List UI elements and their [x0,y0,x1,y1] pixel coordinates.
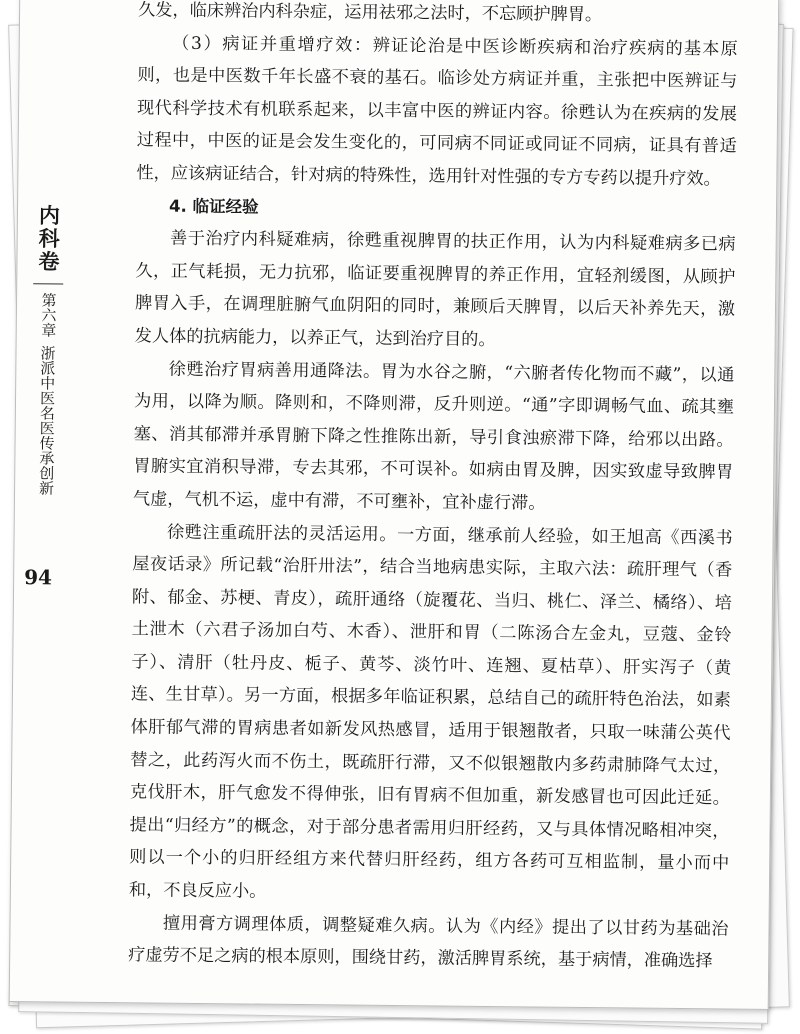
volume-title: 内科卷 [35,204,62,274]
page-body [128,0,738,978]
paragraph-4: 擅用膏方调理体质，调整疑难久病。认为《内经》提出了以甘药为基础治疗虚劳不足之病的根本原则，围绕甘药，激活脾胃系统，基于病情，准确选择 [128,913,729,972]
item-3-text: 辨证论治是中医诊断疾病和治疗疾病的基本原则，也是中医数千年长盛不衰的基石。临诊处方病证并重，主张把中医辨证与现代科学技术有机联系起来，以丰富中医的辨证内容。徐甦认为在疾病的发展过程中，中医的证是会发生变化的，可同病不同证或同证不同病，证具有普适性，应该病证结合，针对病的特殊性，选用针对性强的专方专药以提升疗效。 [136,35,738,190]
paragraph-3: 徐甦注重疏肝法的灵活运用。一方面，继承前人经验，如王旭高《西溪书屋夜话录》所记载“治肝卅法”，结合当地病患实际，主取六法：疏肝理气（香附、郁金、苏梗、青皮），疏肝通络（旋覆花、当归、桃仁、泽兰、橘络）、培土泄木（六君子汤加白芍、木香）、泄肝和胃（二陈汤合左金丸，豆蔻、金铃子）、清肝（牡丹皮、栀子、黄芩、淡竹叶、连翘、夏枯草）、肝实泻子（黄连、生甘草）。另一方面，根据多年临证积累，总结自己的疏肝特色治法，如素体肝郁气滞的胃病患者如新发风热感冒，适用于银翘散者，只取一味蒲公英代替之，此药泻火而不伤土，既疏肝行滞，又不似银翘散内多药肃肺降气太过，克伐肝木，肝气愈发不得伸张，旧有胃病不但加重，新发感冒也可因此迁延。提出“归经方”的概念，对于部分患者需用归肝经药，又与具体情况略相冲突，则以一个小的归肝经组方来代替归肝经药，组方各药可互相监制，量小而中和，不良反应小。 [128,522,733,902]
paragraph-2: 徐甦治疗胃病善用通降法。胃为水谷之腑，“六腑者传化物而不藏”，以通为用，以降为顺。降则和，不降则滞，反升则逆。“通”字即调畅气血、疏其壅塞、消其郁滞并承胃腑下降之性推陈出新，导引食浊瘀滞下降，给邪以出路。胃腑实宜消积导滞，专去其邪，不可误补。如病由胃及脾，因实致虚导致脾胃气虚，气机不运，虚中有滞，不可壅补，宜补虚行滞。 [132,359,735,514]
page-number: 94 [24,565,53,590]
paragraph-1: 善于治疗内科疑难病，徐甦重视脾胃的扶正作用，认为内科疑难病多已病久，正气耗损，无力抗邪，临证要重视脾胃的养正作用，宜轻剂缓图，从顾护脾胃入手，在调理脏腑气血阴阳的同时，兼顾后天脾胃，以后天补养先天，激发人体的抗病能力，以养正气，达到治疗目的。 [134,228,736,350]
running-sidebar [29,204,66,495]
partial-top-line: 久发，临床辨治内科杂症，运用祛邪之法时，不忘顾护脾胃。 [137,0,603,26]
book-page [9,0,780,1010]
item-3-lead: （3）病证并重增疗效： [172,33,373,56]
section-title: 浙派中医名医传承创新 [37,345,57,496]
sidebar-divider [33,283,63,284]
chapter-label: 第六章 [39,292,58,338]
item-3-paragraph [136,27,738,196]
section-heading-4: 4. 临证经验 [168,196,259,217]
